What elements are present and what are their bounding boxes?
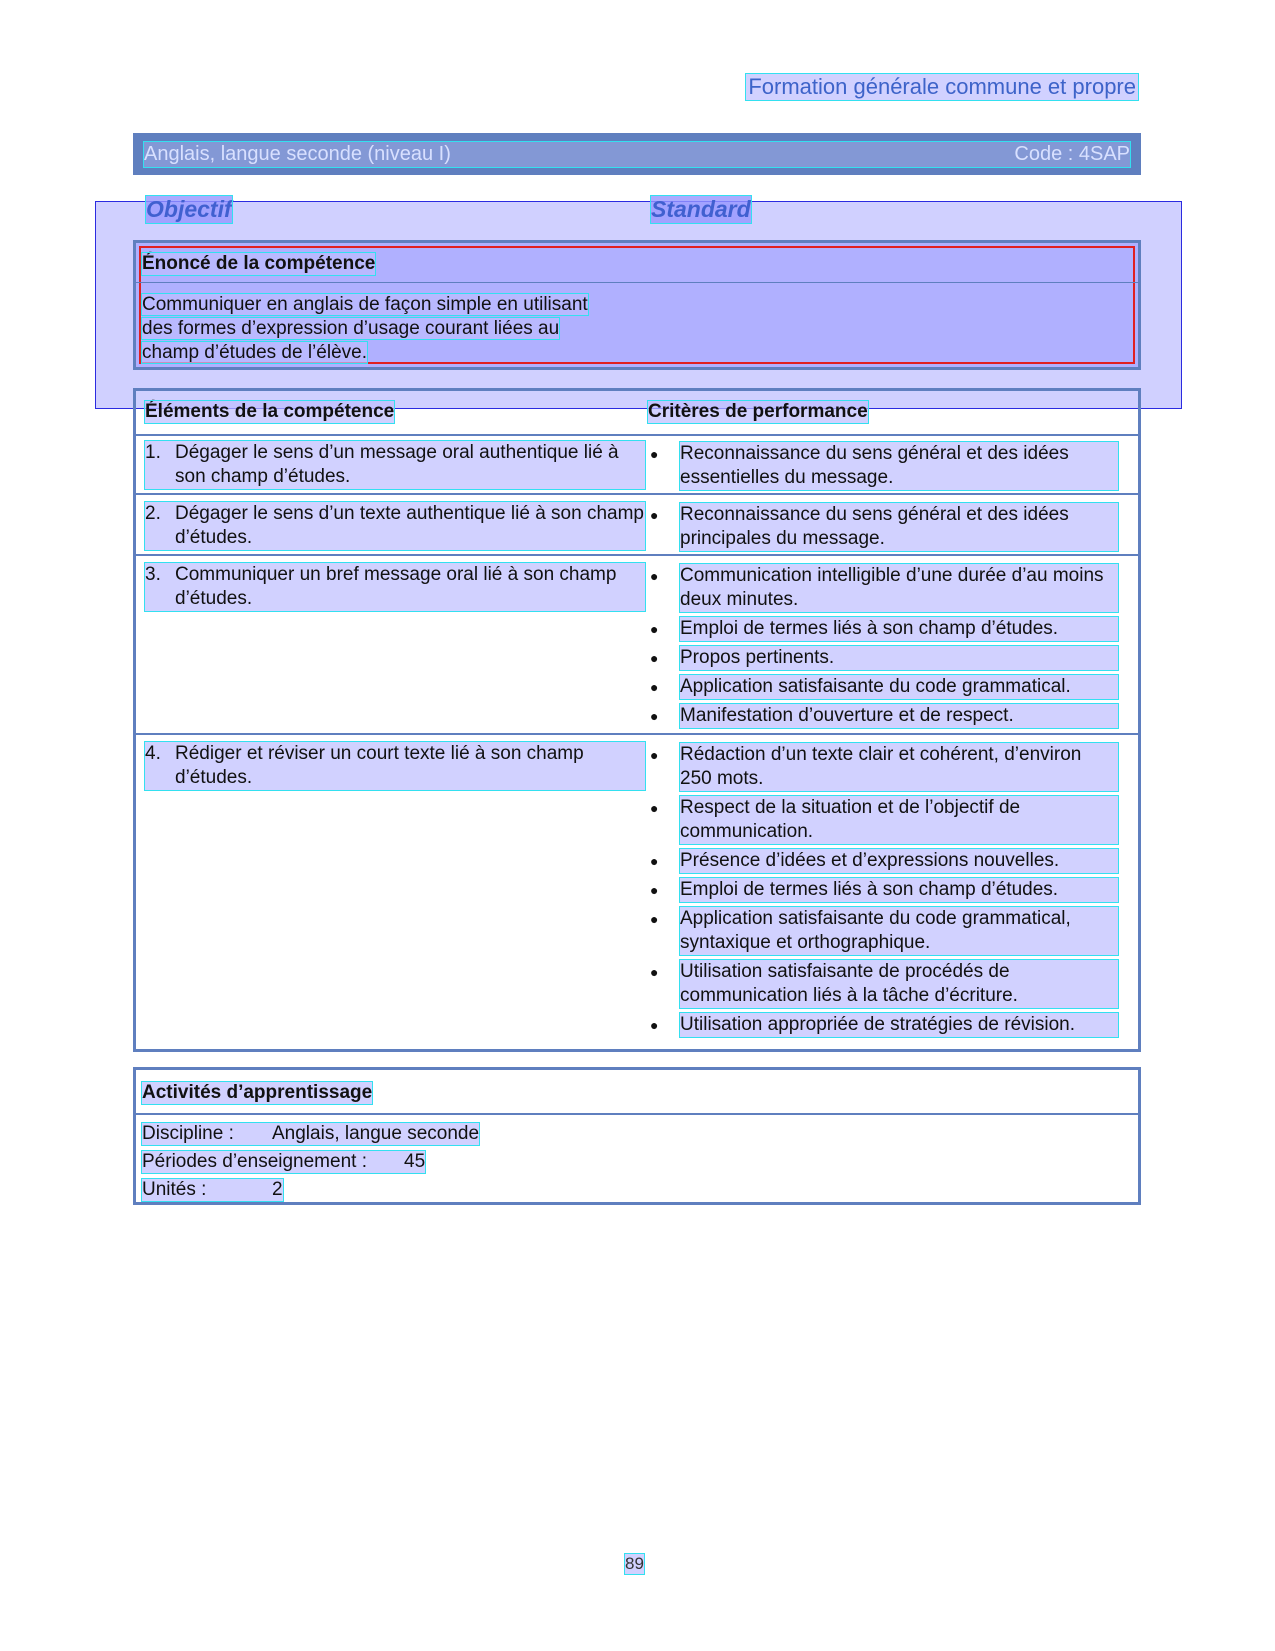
criterion-item — [648, 1013, 1118, 1037]
bullet-icon: ● — [650, 507, 659, 523]
units-label: Unités : — [142, 1179, 207, 1200]
element-text: Rédiger et réviser un court texte lié à son champ d’études. — [175, 743, 584, 788]
objective-heading — [146, 196, 232, 223]
periods-value: 45 — [404, 1151, 426, 1172]
criterion-item — [648, 503, 1118, 551]
criterion-item — [648, 849, 1118, 873]
criterion-item — [648, 878, 1118, 902]
activities-title: Activités d’apprentissage — [142, 1082, 373, 1103]
element-item — [145, 441, 645, 489]
bullet-icon: ● — [650, 650, 659, 666]
criterion-text: Respect de la situation et de l’objectif de communication. — [680, 796, 1118, 844]
element-item — [145, 563, 645, 611]
bullet-icon: ● — [650, 568, 659, 584]
criterion-item — [648, 564, 1118, 612]
element-number: 1. — [145, 442, 161, 463]
col-elements-header: Éléments de la compétence — [145, 401, 395, 422]
element-item — [145, 502, 645, 550]
element-number: 4. — [145, 743, 161, 764]
element-text: Dégager le sens d’un texte authentique lié à son champ d’études. — [175, 503, 644, 548]
criterion-text: Propos pertinents. — [680, 646, 1118, 670]
criterion-text: Application satisfaisante du code grammatical. — [680, 675, 1118, 699]
standard-heading — [651, 196, 751, 223]
element-text: Communiquer un bref message oral lié à son champ d’études. — [175, 564, 617, 609]
table-row — [136, 735, 1138, 1047]
section-label: Formation générale commune et propre — [748, 74, 1136, 99]
bullet-icon: ● — [650, 747, 659, 763]
bullet-icon: ● — [650, 621, 659, 637]
course-bar — [133, 133, 1141, 175]
criterion-item — [648, 442, 1118, 490]
units-value: 2 — [272, 1179, 283, 1200]
element-text: Dégager le sens d’un message oral authentique lié à son champ d’études. — [175, 442, 619, 487]
bullet-icon: ● — [650, 800, 659, 816]
criterion-item — [648, 743, 1118, 791]
statement-box — [133, 240, 1141, 370]
bullet-icon: ● — [650, 882, 659, 898]
table-row — [136, 434, 1138, 495]
page-number: 89 — [625, 1554, 644, 1573]
criterion-item — [648, 675, 1118, 699]
criterion-text: Application satisfaisante du code grammatical, syntaxique et orthographique. — [680, 907, 1118, 955]
discipline-label: Discipline : — [142, 1123, 234, 1144]
activities-box — [133, 1067, 1141, 1205]
competence-table — [133, 388, 1141, 1052]
periods-line — [142, 1151, 425, 1173]
bullet-icon: ● — [650, 446, 659, 462]
element-item — [145, 742, 645, 790]
bullet-icon: ● — [650, 964, 659, 980]
criterion-text: Communication intelligible d’une durée d’au moins deux minutes. — [680, 564, 1118, 612]
criterion-text: Utilisation satisfaisante de procédés de communication liés à la tâche d’écriture. — [680, 960, 1118, 1008]
criterion-text: Reconnaissance du sens général et des idées essentielles du message. — [680, 442, 1118, 490]
criterion-text: Emploi de termes liés à son champ d’études. — [680, 617, 1118, 641]
criterion-item — [648, 796, 1118, 844]
statement-text — [142, 293, 592, 365]
criterion-text: Reconnaissance du sens général et des idées principales du message. — [680, 503, 1118, 551]
criteria-list — [648, 564, 1118, 733]
criterion-text: Présence d’idées et d’expressions nouvelles. — [680, 849, 1118, 873]
criteria-list — [648, 442, 1118, 495]
periods-label: Périodes d’enseignement : — [142, 1151, 367, 1172]
table-row — [136, 556, 1138, 735]
criterion-item — [648, 960, 1118, 1008]
criterion-text: Utilisation appropriée de stratégies de révision. — [680, 1013, 1118, 1037]
statement-title: Énoncé de la compétence — [142, 253, 376, 274]
discipline-value: Anglais, langue seconde — [272, 1123, 480, 1144]
course-title: Anglais, langue seconde (niveau I) — [144, 142, 451, 165]
bullet-icon: ● — [650, 1017, 659, 1033]
course-code: Code : 4SAP — [1014, 142, 1130, 165]
units-line — [142, 1179, 283, 1201]
criteria-list — [648, 743, 1118, 1042]
criterion-item — [648, 617, 1118, 641]
criterion-text: Emploi de termes liés à son champ d’études. — [680, 878, 1118, 902]
discipline-line — [142, 1123, 479, 1145]
bullet-icon: ● — [650, 708, 659, 724]
table-row — [136, 495, 1138, 556]
criterion-item — [648, 907, 1118, 955]
criteria-list — [648, 503, 1118, 556]
bullet-icon: ● — [650, 853, 659, 869]
activities-divider — [136, 1113, 1138, 1115]
statement-divider — [136, 282, 1138, 283]
criterion-item — [648, 704, 1118, 728]
bullet-icon: ● — [650, 679, 659, 695]
criterion-item — [648, 646, 1118, 670]
criterion-text: Manifestation d’ouverture et de respect. — [680, 704, 1118, 728]
element-number: 2. — [145, 503, 161, 524]
element-number: 3. — [145, 564, 161, 585]
col-criteria-header: Critères de performance — [648, 401, 868, 422]
table-header — [136, 391, 1138, 436]
criterion-text: Rédaction d’un texte clair et cohérent, d’environ 250 mots. — [680, 743, 1118, 791]
standard-label: Standard — [651, 196, 751, 222]
objective-label: Objectif — [146, 196, 232, 222]
statement-text-content: Communiquer en anglais de façon simple en utilisant des formes d’expression d’usage courant liées au champ d’études de l’élève. — [142, 294, 588, 363]
bullet-icon: ● — [650, 911, 659, 927]
